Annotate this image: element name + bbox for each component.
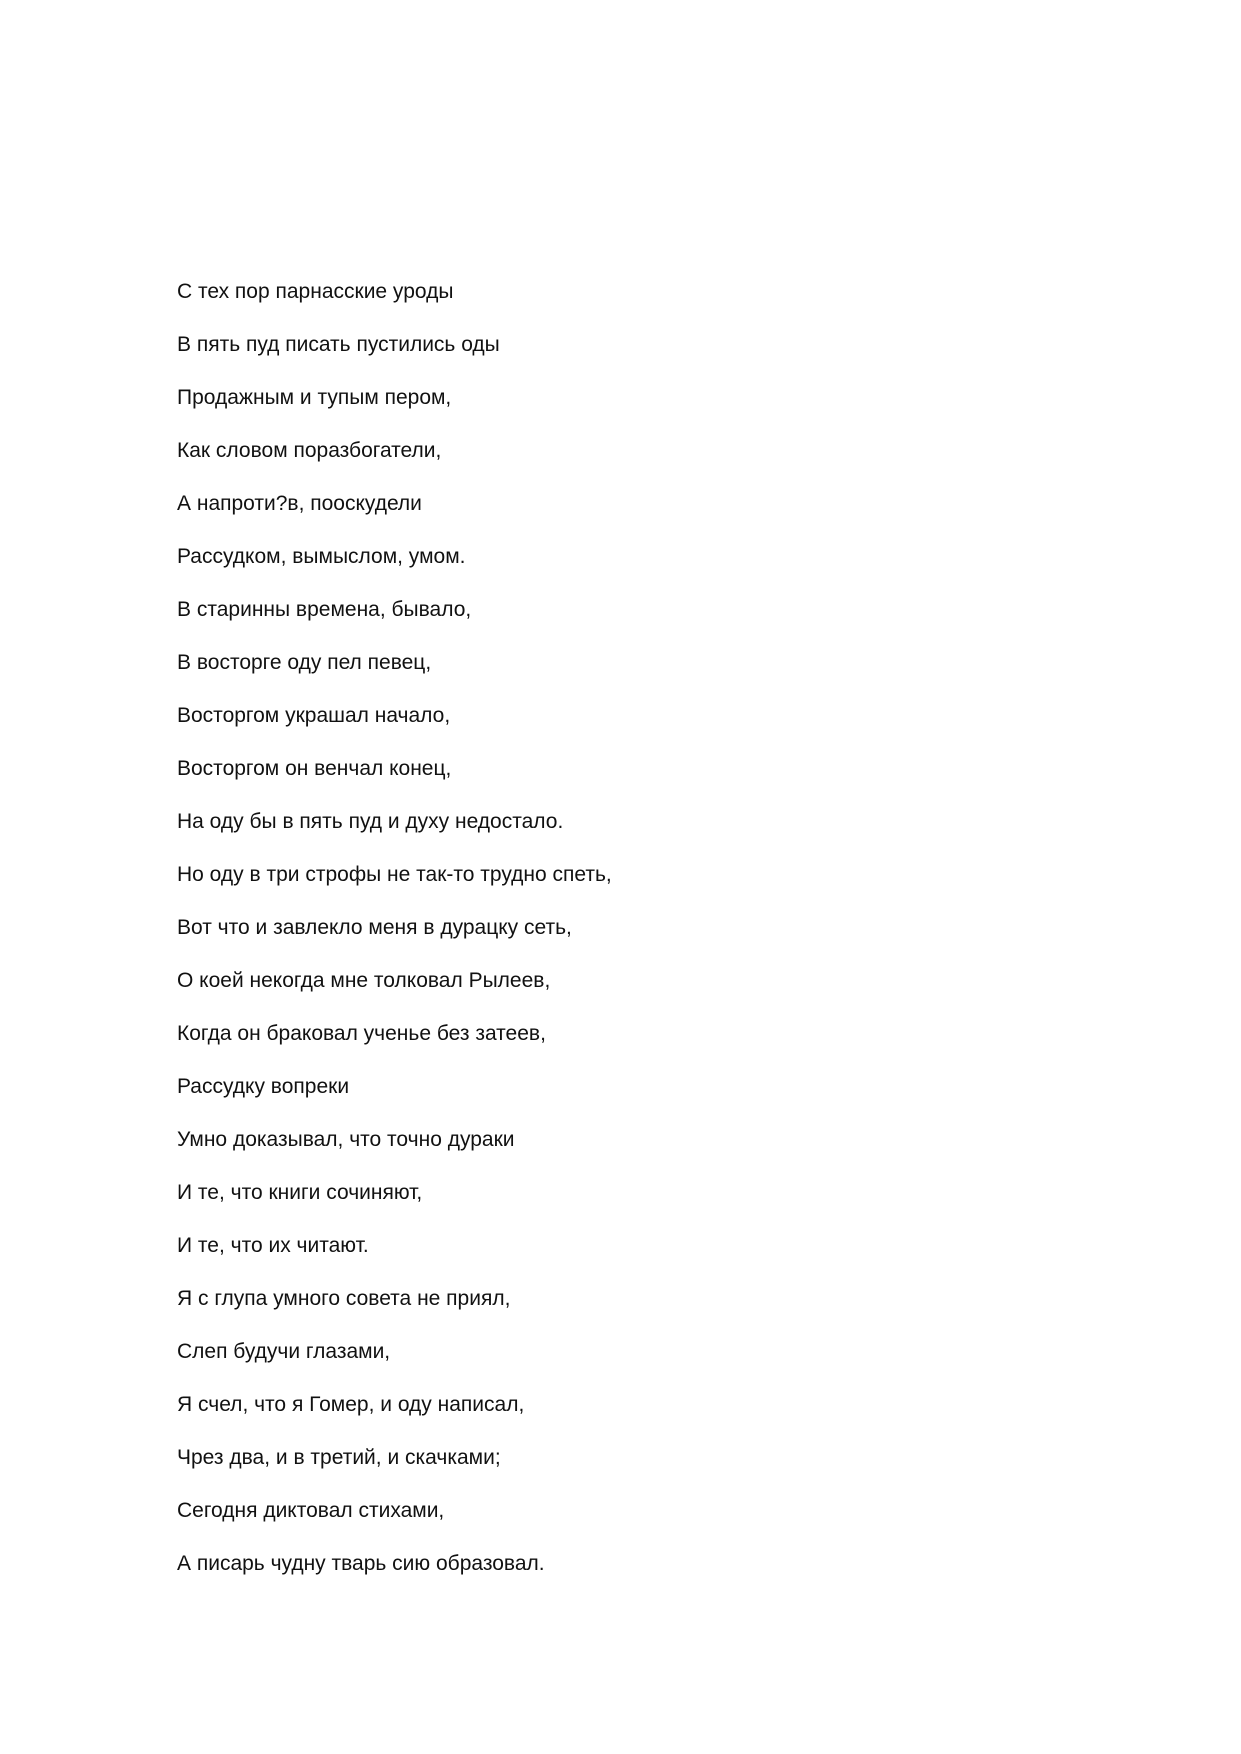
poem-line: О коей некогда мне толковал Рылеев, [177,969,551,992]
poem-line: На оду бы в пять пуд и духу недостало. [177,810,564,833]
poem-line: Но оду в три строфы не так-то трудно спеть, [177,863,612,886]
poem-line: В восторге оду пел певец, [177,651,432,674]
poem-line: Продажным и тупым пером, [177,386,452,409]
poem-line: Умно доказывал, что точно дураки [177,1128,515,1151]
poem-line: Чрез два, и в третий, и скачками; [177,1446,501,1469]
poem-line: Восторгом украшал начало, [177,704,451,727]
poem-line: Вот что и завлекло меня в дурацку сеть, [177,916,572,939]
poem-line: Восторгом он венчал конец, [177,757,452,780]
poem-line: С тех пор парнасские уроды [177,280,454,303]
poem-line: Рассудку вопреки [177,1075,350,1098]
poem-line: В старинны времена, бывало, [177,598,472,621]
poem-line: Слеп будучи глазами, [177,1340,391,1363]
poem-line: Рассудком, вымыслом, умом. [177,545,466,568]
poem-text [177,277,1077,1602]
poem-line: Я с глупа умного совета не приял, [177,1287,511,1310]
poem-line: В пять пуд писать пустились оды [177,333,500,356]
poem-line: И те, что книги сочиняют, [177,1181,423,1204]
poem-line: Я счел, что я Гомер, и оду написал, [177,1393,525,1416]
poem-line: А писарь чудну тварь сию образовал. [177,1552,545,1575]
poem-line: Когда он браковал ученье без затеев, [177,1022,546,1045]
poem-line: И те, что их читают. [177,1234,369,1257]
poem-line: А напроти?в, пооскудели [177,492,422,515]
poem-line: Как словом поразбогатели, [177,439,442,462]
poem-line: Сегодня диктовал стихами, [177,1499,445,1522]
